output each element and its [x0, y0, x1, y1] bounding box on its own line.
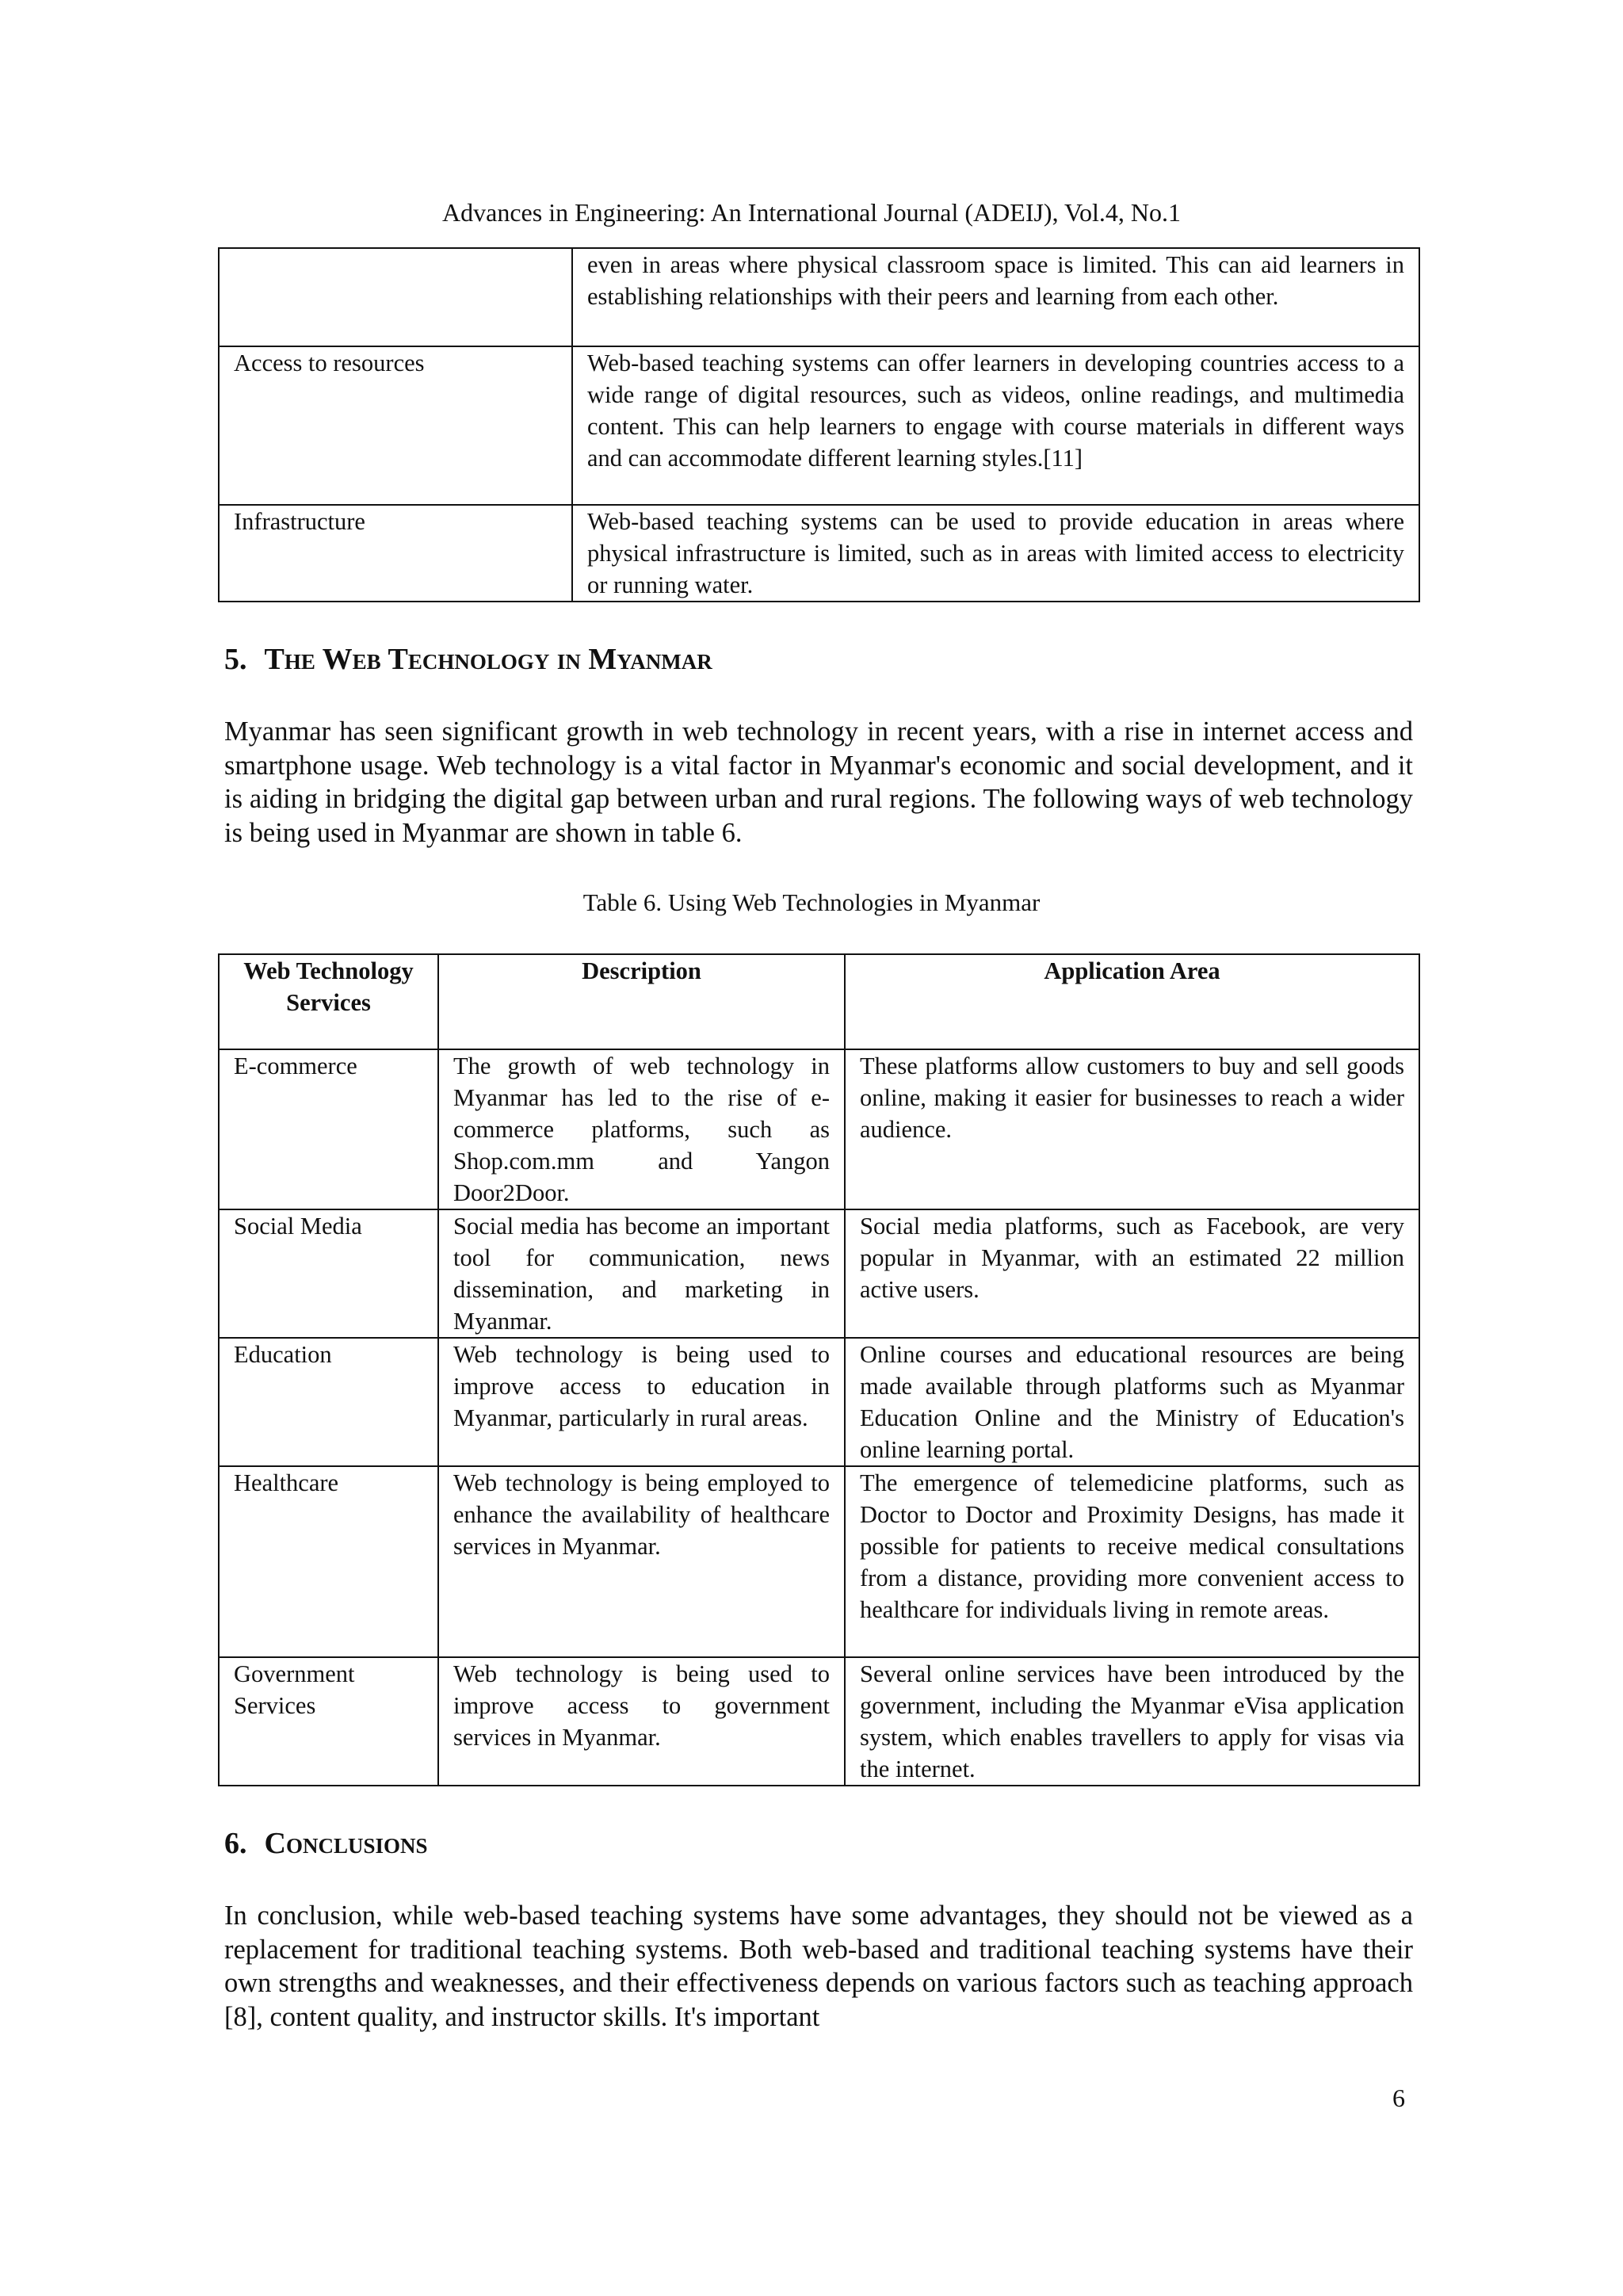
column-header-services: Web Technology Services [219, 954, 438, 1049]
column-header-application: Application Area [845, 954, 1419, 1049]
row-label: Access to resources [219, 346, 572, 505]
row-label [219, 248, 572, 346]
service-cell: Government Services [219, 1657, 438, 1786]
table-caption: Table 6. Using Web Technologies in Myanmar [582, 888, 1041, 916]
application-cell: Online courses and educational resources are being made available through platforms such as Myanmar Education Online and the Ministry of Education's online learning portal. [845, 1338, 1419, 1466]
table-row [219, 1209, 1419, 1338]
section-number: 6. [224, 1827, 247, 1860]
table-row [219, 505, 1419, 602]
row-label: Infrastructure [219, 505, 572, 602]
section-heading-5 [224, 640, 712, 678]
column-header-description: Description [438, 954, 845, 1049]
description-cell: Social media has become an important tool for communication, news dissemination, and marketing in Myanmar. [438, 1209, 845, 1338]
section-heading-6 [224, 1824, 428, 1862]
table-header-row [219, 954, 1419, 1049]
continued-table [218, 247, 1420, 602]
service-cell: Social Media [219, 1209, 438, 1338]
table-row [219, 1466, 1419, 1657]
application-cell: Social media platforms, such as Facebook, are very popular in Myanmar, with an estimated 22 million active users. [845, 1209, 1419, 1338]
description-cell: Web technology is being used to improve access to government services in Myanmar. [438, 1657, 845, 1786]
service-cell: Healthcare [219, 1466, 438, 1657]
table-row [219, 1657, 1419, 1786]
application-cell: These platforms allow customers to buy and sell goods online, making it easier for businesses to reach a wider audience. [845, 1049, 1419, 1209]
section-5-paragraph: Myanmar has seen significant growth in web technology in recent years, with a rise in internet access and smartphone usage. Web technology is a vital factor in Myanmar's economic and social development, and it is aiding in bridging the digital gap between urban and rural regions. The following ways of web technology is being used in Myanmar are shown in table 6. [224, 716, 1413, 848]
service-cell: E-commerce [219, 1049, 438, 1209]
row-text: Web-based teaching systems can offer learners in developing countries access to a wide range of digital resources, such as videos, online readings, and multimedia content. This can help learners to engage with course materials in different ways and can accommodate different learning styles.[11] [572, 346, 1419, 505]
section-title: Conclusions [264, 1827, 428, 1860]
section-6-paragraph: In conclusion, while web-based teaching systems have some advantages, they should not be viewed as a replacement for traditional teaching systems. Both web-based and traditional teaching systems have their own strengths and weaknesses, and their effectiveness depends on various factors such as teaching approach [8], content quality, and instructor skills. It's important [224, 1901, 1413, 2032]
page-number: 6 [1392, 2084, 1405, 2112]
table-row [219, 248, 1419, 346]
table-row [219, 1338, 1419, 1466]
row-text: even in areas where physical classroom space is limited. This can aid learners in establishing relationships with their peers and learning from each other. [572, 248, 1419, 346]
running-header: Advances in Engineering: An International Journal (ADEIJ), Vol.4, No.1 [442, 198, 1181, 227]
table-row [219, 346, 1419, 505]
description-cell: Web technology is being used to improve access to education in Myanmar, particularly in rural areas. [438, 1338, 845, 1466]
web-technologies-table [218, 953, 1420, 1786]
table-row [219, 1049, 1419, 1209]
service-cell: Education [219, 1338, 438, 1466]
row-text: Web-based teaching systems can be used to provide education in areas where physical infrastructure is limited, such as in areas with limited access to electricity or running water. [572, 505, 1419, 602]
description-cell: The growth of web technology in Myanmar has led to the rise of e-commerce platforms, such as Shop.com.mm and Yangon Door2Door. [438, 1049, 845, 1209]
description-cell: Web technology is being employed to enhance the availability of healthcare services in Myanmar. [438, 1466, 845, 1657]
application-cell: Several online services have been introduced by the government, including the Myanmar eVisa application system, which enables travellers to apply for visas via the internet. [845, 1657, 1419, 1786]
application-cell: The emergence of telemedicine platforms, such as Doctor to Doctor and Proximity Designs, has made it possible for patients to receive medical consultations from a distance, providing more convenient access to healthcare for individuals living in remote areas. [845, 1466, 1419, 1657]
section-title: The Web Technology in Myanmar [264, 643, 712, 676]
section-number: 5. [224, 643, 247, 676]
